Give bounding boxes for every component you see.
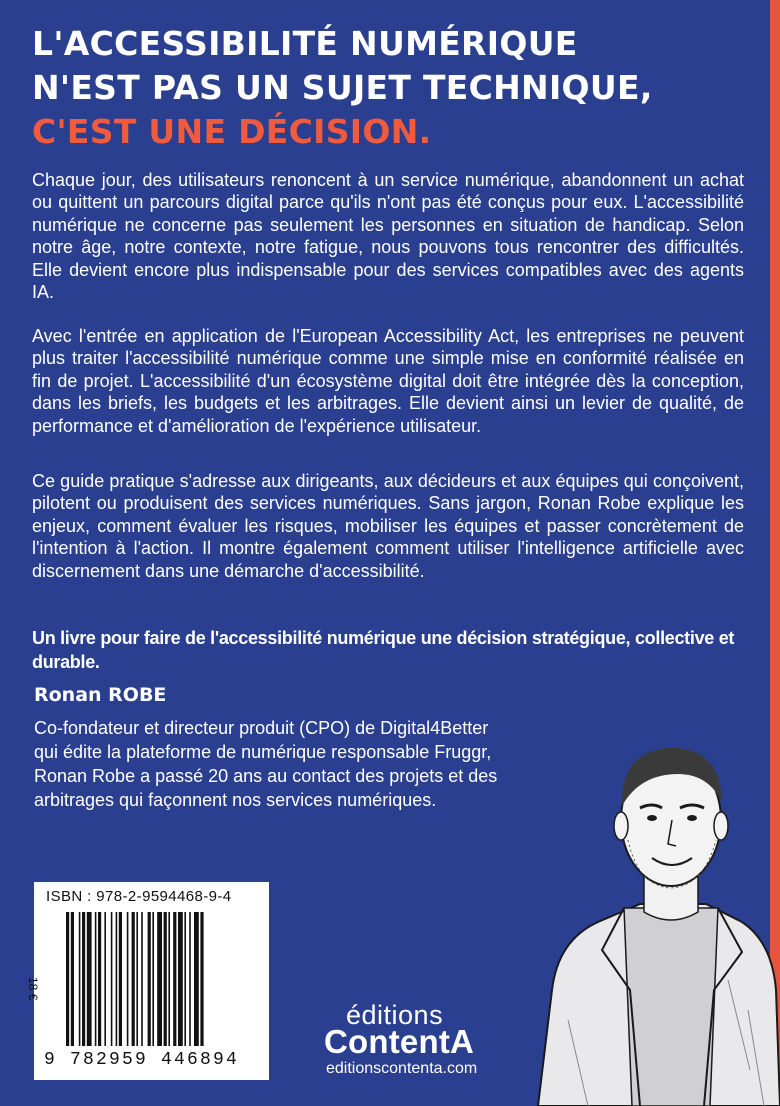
title-line-3: C'EST UNE DÉCISION. (32, 112, 432, 151)
barcode-bar (132, 912, 135, 1046)
paragraph-eaa: Avec l'entrée en application de l'European Accessibility Act, les entreprises ne peuvent plus traiter l'accessibilité numérique comme une simple mise en conformité réalisée en fin de projet. L'accessibilité d'un écosystème digital doit être intégrée dès la conception, dans les briefs, les budgets et les arbitrages. Elle devient ainsi un levier de qualité, de performance et d'amélioration de l'expérience utilisateur. (32, 326, 744, 436)
barcode-bar (116, 912, 118, 1046)
barcode-bar (148, 912, 151, 1046)
publisher-website: editionscontenta.com (326, 1060, 478, 1077)
barcode-bar (66, 912, 69, 1046)
barcode-bar (82, 912, 85, 1046)
barcode-bar (173, 912, 176, 1046)
title-line-1: L'ACCESSIBILITÉ NUMÉRIQUE (32, 24, 578, 63)
barcode-bar (111, 912, 113, 1046)
barcode-bar (136, 912, 138, 1046)
barcode-bar (95, 912, 97, 1046)
conclusion-statement: Un livre pour faire de l'accessibilité numérique une décision stratégique, collective et durable. (32, 628, 735, 672)
barcode-bar (104, 912, 106, 1046)
barcode-bar (119, 912, 122, 1046)
author-bio: Co-fondateur et directeur produit (CPO) de Digital4Better qui édite la plateforme de numérique responsable Fruggr, Ronan Robe a passé 20 ans au contact des projets et des arbitrages qui façonnent nos services numériques. (34, 718, 498, 810)
title-line-2: N'EST PAS UN SUJET TECHNIQUE, (32, 68, 653, 107)
publisher-logo-line2: ContentA (324, 1023, 475, 1060)
barcode-bar (157, 912, 162, 1046)
publisher-logo-line1: éditions (346, 1000, 444, 1030)
barcode-bar (189, 912, 191, 1046)
barcode-bar (168, 912, 170, 1046)
barcode-bar (200, 912, 203, 1046)
barcode-bar (194, 912, 199, 1046)
barcode-bar (98, 912, 101, 1046)
barcode-bar (127, 912, 129, 1046)
barcode-bar (152, 912, 154, 1046)
cover-title (32, 22, 752, 154)
barcode-bar (164, 912, 167, 1046)
paragraph-intro: Chaque jour, des utilisateurs renoncent à un service numérique, abandonnent un achat ou quittent un parcours digital parce qu'ils n'ont pas été conçus pour eux. L'accessibilité numérique ne concerne pas seulement les personnes en situation de handicap. Selon notre âge, notre contexte, notre fatigue, nous pouvons tous rencontrer des difficultés. Elle devient encore plus indispensable pour des services compatibles avec des agents IA. (32, 170, 744, 303)
barcode-bar (71, 912, 74, 1046)
barcode-bar (79, 912, 81, 1046)
author-name: Ronan ROBE (34, 684, 167, 706)
paragraph-guide: Ce guide pratique s'adresse aux dirigeants, aux décideurs et aux équipes qui conçoivent, pilotent ou produisent des services numériques. Sans jargon, Ronan Robe explique les enjeux, comment évaluer les risques, mobiliser les équipes et passer concrètement de l'intention à l'action. Il montre également comment utiliser l'intelligence artificielle avec discernement dans une démarche d'accessibilité. (32, 471, 744, 581)
author-portrait-illustration (528, 690, 780, 1106)
barcode-bar (184, 912, 186, 1046)
price-label: 18 € (26, 977, 40, 1001)
barcode-bar (87, 912, 92, 1046)
isbn-label: ISBN : 978-2-9594468-9-4 (46, 888, 232, 905)
barcode-bars (66, 912, 262, 1046)
barcode-digits: 9 782959 446894 (44, 1050, 240, 1070)
barcode-bar (141, 912, 143, 1046)
barcode-panel (26, 882, 269, 1080)
barcode-bar (178, 912, 183, 1046)
